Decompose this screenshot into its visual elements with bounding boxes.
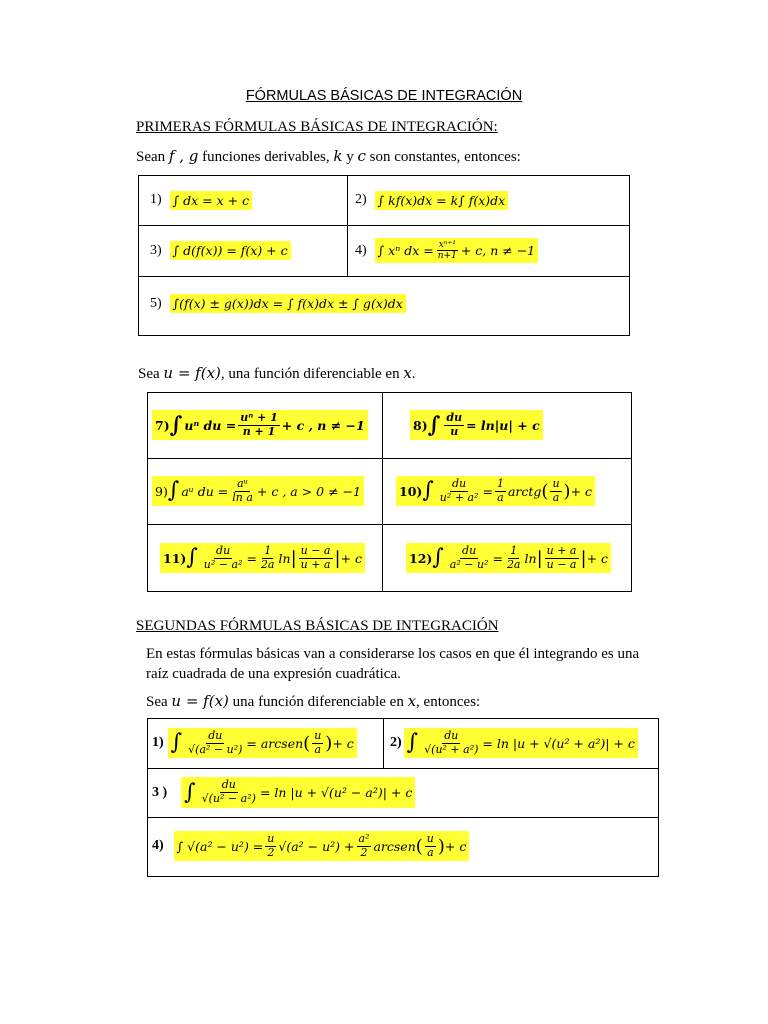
formula-8: 8) ∫ $\frac{du}{u}$ = ln|u| + c (410, 392, 620, 458)
sea-line-1: Sea u = f(x), una función diferenciable en x. (138, 364, 416, 382)
table2-divider (382, 392, 383, 592)
formula-s1: 1) ∫ $\frac{du}{\text{√(a² − u²)}}$ = arcsen ( $\frac{u}{a}$ ) + c (152, 718, 382, 768)
formula-s3: 3 ) ∫ $\frac{du}{\text{√(u² − a²)}}$ = ln |u + √(u² − a²)| + c (152, 768, 652, 817)
sea-line-2: Sea u = f(x) una función diferenciable en x, entonces: (146, 692, 481, 710)
formula-2: 2) ∫ kf(x)dx = k∫ f(x)dx (355, 175, 625, 225)
formula-s4: 4) ∫ √(a² − u²) = $\frac{u}{2}$ √(a² − u²) + $\frac{\text{a²}}{2}$ arcsen ( $\frac{u}{a}$ ) + c (152, 817, 652, 875)
formula-5: 5) ∫(f(x) ± g(x))dx = ∫ f(x)dx ± ∫ g(x)dx (150, 276, 620, 331)
table3-divider (383, 718, 384, 768)
section1-intro: Sean f , g funciones derivables, k y c son constantes, entonces: (136, 147, 521, 165)
formula-1: 1) ∫ dx = x + c (150, 175, 345, 225)
formula-9: 9) ∫ aᵘ du = $\frac{\text{aᵘ}}{\text{ln a}}$ + c , a > 0 ≠ −1 (152, 458, 380, 524)
section2-heading: SEGUNDAS FÓRMULAS BÁSICAS DE INTEGRACIÓN (136, 618, 499, 634)
formula-3: 3) ∫ d(f(x)) = f(x) + c (150, 225, 345, 276)
section2-para-line2: raíz cuadrada de una expresión cuadrática. (146, 666, 401, 682)
formula-11: 11) ∫ $\frac{du}{\text{u² − a²}}$ = $\frac{1}{2a}$ ln | $\frac{u - a}{u + a}$ | + c (160, 524, 380, 592)
formula-4: 4) ∫ xⁿ dx = $\frac{\text{xⁿ⁺¹}}{n+1}$ + c, n ≠ −1 (355, 225, 627, 276)
formula-12: 12) ∫ $\frac{du}{\text{a² − u²}}$ = $\frac{1}{2a}$ ln | $\frac{u + a}{u - a}$ | + c (406, 524, 630, 592)
formula-7: 7) ∫ uⁿ du = $\frac{\text{uⁿ + 1}}{n + 1}$ + c , n ≠ −1 (152, 392, 380, 458)
section2-para-line1: En estas fórmulas básicas van a considerarse los casos en que él integrando es una (146, 646, 640, 662)
formula-s2: 2) ∫ $\frac{du}{\text{√(u² + a²)}}$ = ln |u + √(u² + a²)| + c (390, 718, 656, 768)
formula-10: 10) ∫ $\frac{du}{\text{u² + a²}}$ = $\frac{1}{a}$ arctg ( $\frac{u}{a}$ ) + c (396, 458, 630, 524)
section1-heading: PRIMERAS FÓRMULAS BÁSICAS DE INTEGRACIÓN: (136, 119, 498, 135)
page-title: FÓRMULAS BÁSICAS DE INTEGRACIÓN (245, 88, 523, 104)
